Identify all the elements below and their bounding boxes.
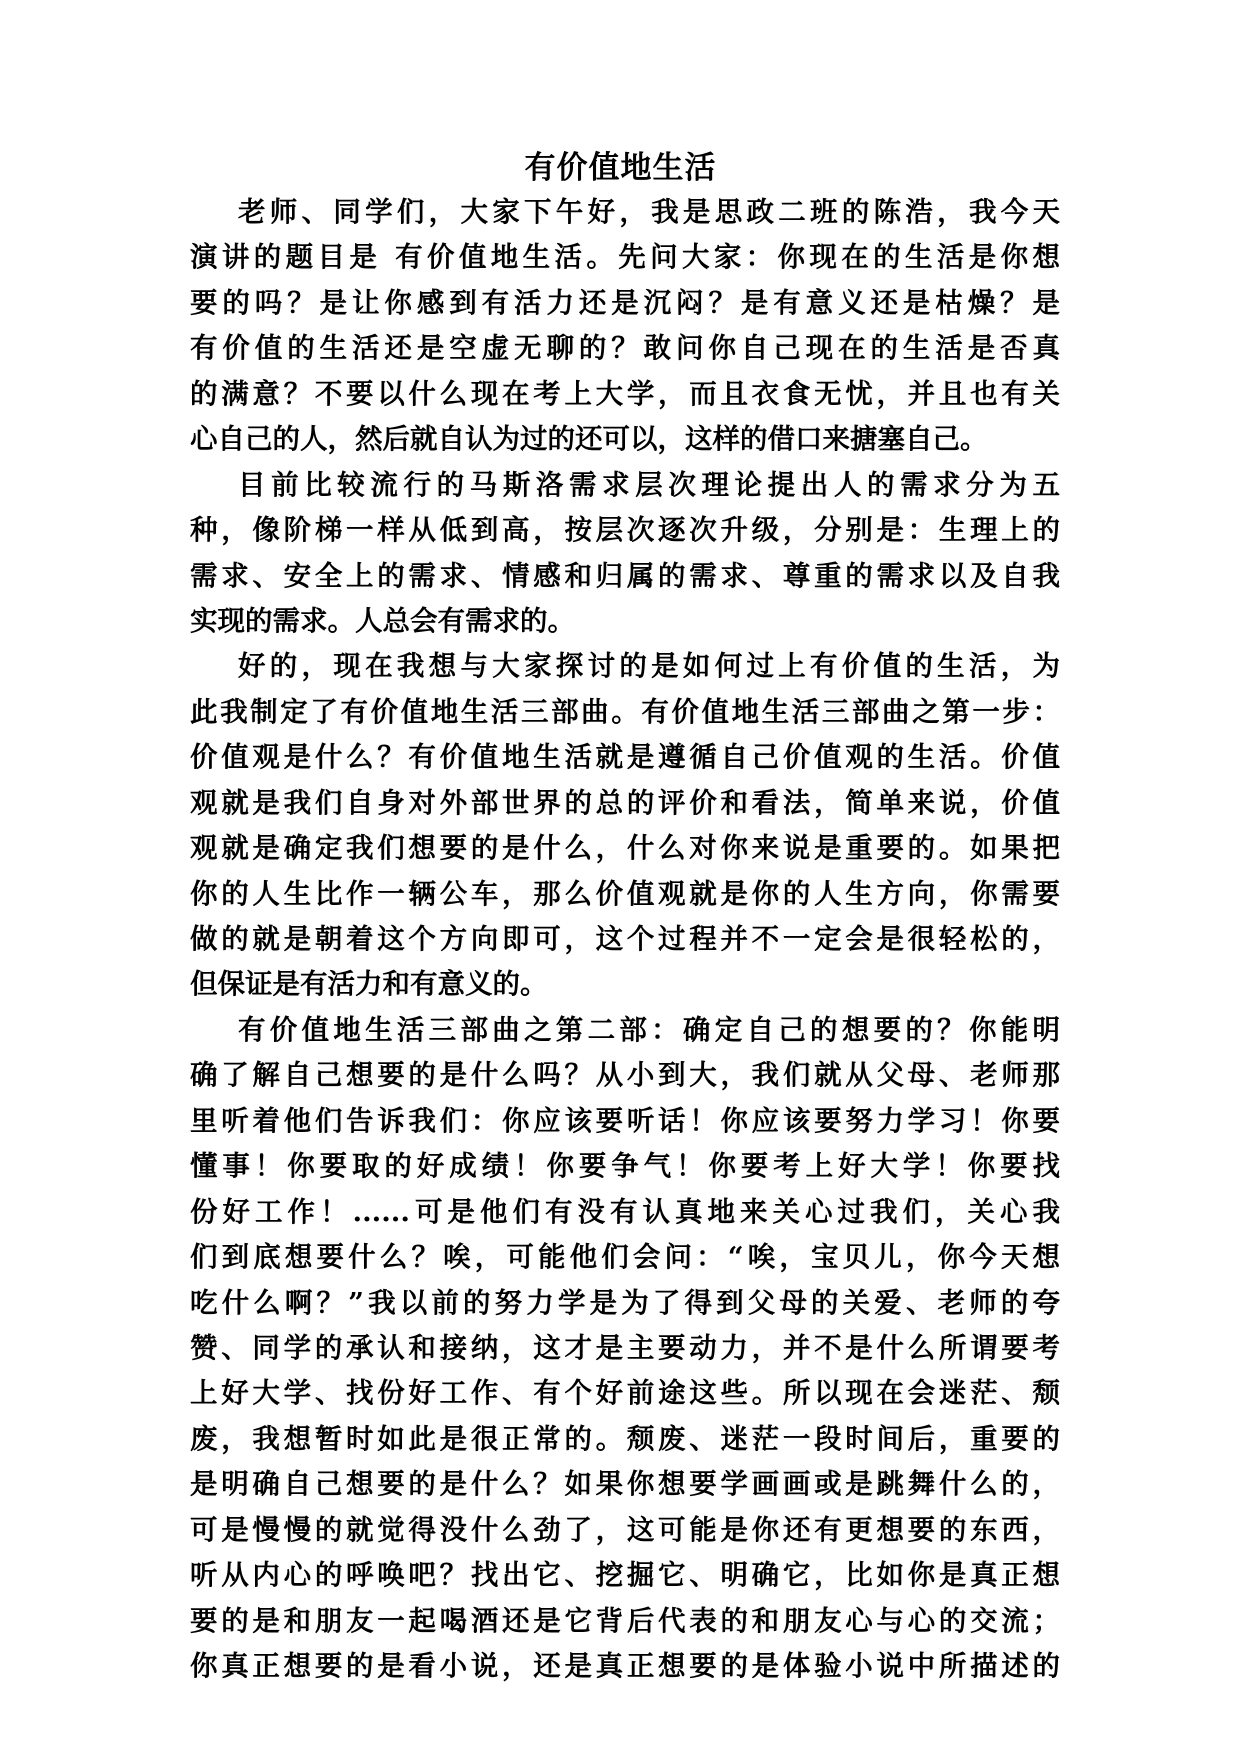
text-line: 是明确自己想要的是什么？如果你想要学画画或是跳舞什么的， xyxy=(190,1468,1060,1501)
text-line: 废，我想暂时如此是很正常的。颓废、迷茫一段时间后，重要的 xyxy=(190,1422,1060,1455)
text-line: 心自己的人，然后就自认为过的还可以，这样的借口来搪塞自己。 xyxy=(190,423,988,456)
text-line: 好的，现在我想与大家探讨的是如何过上有价值的生活，为 xyxy=(238,650,1060,683)
text-line: 目前比较流行的马斯洛需求层次理论提出人的需求分为五 xyxy=(238,468,1060,501)
text-line: 价值观是什么？有价值地生活就是遵循自己价值观的生活。价值 xyxy=(190,741,1060,774)
text-line: 确了解自己想要的是什么吗？从小到大，我们就从父母、老师那 xyxy=(190,1059,1060,1092)
text-line: 上好大学、找份好工作、有个好前途这些。所以现在会迷茫、颓 xyxy=(190,1377,1060,1410)
text-line: 可是慢慢的就觉得没什么劲了，这可能是你还有更想要的东西， xyxy=(190,1513,1060,1546)
text-line: 种，像阶梯一样从低到高，按层次逐次升级，分别是：生理上的 xyxy=(190,514,1060,547)
text-line: 里听着他们告诉我们：你应该要听话！你应该要努力学习！你要 xyxy=(190,1104,1060,1137)
text-line: 吃什么啊？”我以前的努力学是为了得到父母的关爱、老师的夸 xyxy=(190,1286,1060,1319)
document-body xyxy=(190,190,1060,1689)
text-line: 的满意？不要以什么现在考上大学，而且衣食无忧，并且也有关 xyxy=(190,377,1060,410)
text-line: 老师、同学们，大家下午好，我是思政二班的陈浩，我今天 xyxy=(238,196,1060,228)
text-line: 需求、安全上的需求、情感和归属的需求、尊重的需求以及自我 xyxy=(190,559,1060,592)
text-line: 演讲的题目是 有价值地生活。先问大家：你现在的生活是你想 xyxy=(190,241,1060,274)
text-line: 此我制定了有价值地生活三部曲。有价值地生活三部曲之第一步： xyxy=(190,695,1060,728)
text-line: 份好工作！......可是他们有没有认真地来关心过我们，关心我 xyxy=(190,1195,1060,1228)
text-line: 赞、同学的承认和接纳，这才是主要动力，并不是什么所谓要考 xyxy=(190,1331,1060,1364)
text-line: 你的人生比作一辆公车，那么价值观就是你的人生方向，你需要 xyxy=(190,877,1060,910)
text-line: 观就是确定我们想要的是什么，什么对你来说是重要的。如果把 xyxy=(190,832,1060,865)
text-line: 你真正想要的是看小说，还是真正想要的是体验小说中所描述的 xyxy=(190,1650,1060,1682)
text-line: 们到底想要什么？唉，可能他们会问：“唉，宝贝儿，你今天想 xyxy=(190,1241,1060,1274)
text-line: 但保证是有活力和有意义的。 xyxy=(190,968,548,1001)
text-line: 有价值的生活还是空虚无聊的？敢问你自己现在的生活是否真 xyxy=(190,332,1060,365)
text-line: 有价值地生活三部曲之第二部：确定自己的想要的？你能明 xyxy=(238,1013,1060,1046)
document-title: 有价值地生活 xyxy=(524,150,717,186)
text-line: 要的吗？是让你感到有活力还是沉闷？是有意义还是枯燥？是 xyxy=(190,286,1060,319)
text-line: 懂事！你要取的好成绩！你要争气！你要考上好大学！你要找 xyxy=(190,1150,1060,1183)
text-line: 做的就是朝着这个方向即可，这个过程并不一定会是很轻松的， xyxy=(190,923,1060,955)
text-line: 要的是和朋友一起喝酒还是它背后代表的和朋友心与心的交流； xyxy=(190,1604,1060,1637)
text-line: 观就是我们自身对外部世界的总的评价和看法，简单来说，价值 xyxy=(190,786,1060,819)
text-line: 听从内心的呼唤吧？找出它、挖掘它、明确它，比如你是真正想 xyxy=(190,1559,1060,1592)
text-line: 实现的需求。人总会有需求的。 xyxy=(190,604,575,637)
